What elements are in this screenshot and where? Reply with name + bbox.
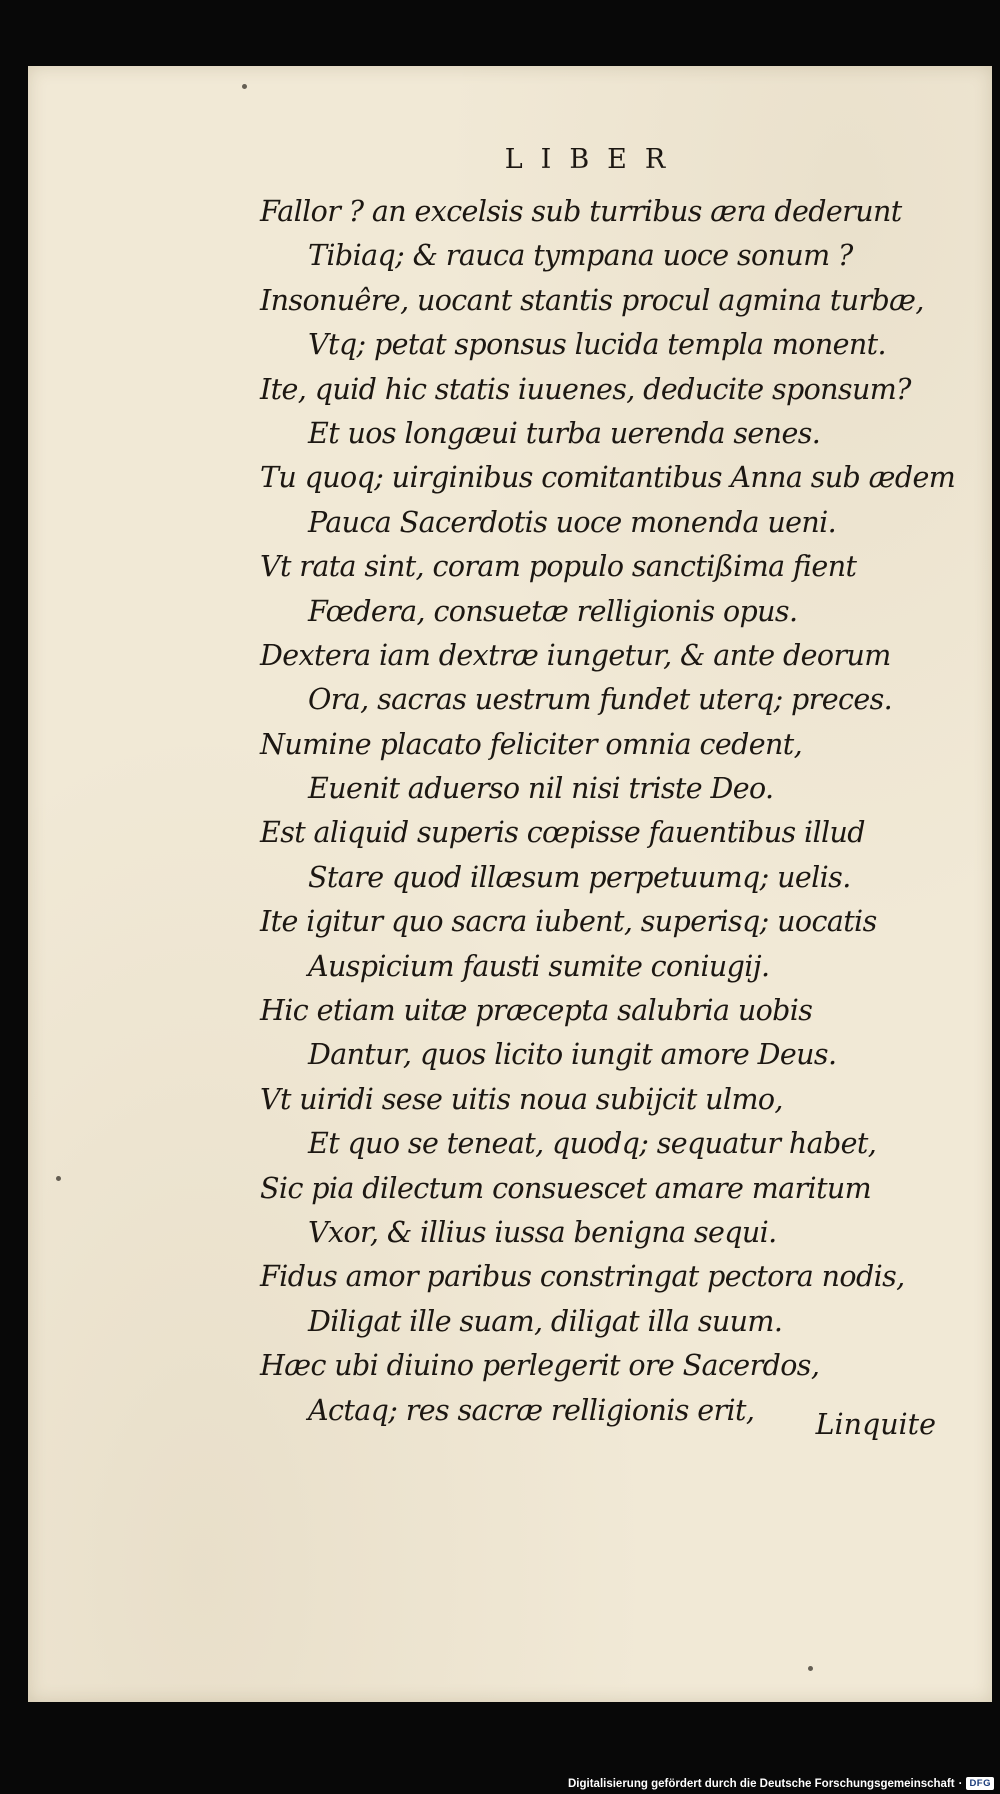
- verse-line: Dantur, quos licito iungit amore Deus.: [308, 1038, 837, 1072]
- ink-speck: [56, 1176, 61, 1181]
- verse-line: Vtq; petat sponsus lucida templa monent.: [308, 328, 886, 362]
- catchword: Linquite: [815, 1408, 936, 1441]
- verse-line: Pauca Sacerdotis uoce monenda ueni.: [308, 505, 837, 539]
- verse-line: Ora, sacras uestrum fundet uterq; preces.: [308, 683, 893, 717]
- verse-line: Tu quoq; uirginibus comitantibus Anna sub ædem: [260, 461, 956, 495]
- verse-line: Tibiaq; & rauca tympana uoce sonum ?: [308, 239, 853, 273]
- verse-line: Auspicium fausti sumite coniugij.: [308, 949, 770, 983]
- verse-line: Et uos longæui turba uerenda senes.: [308, 416, 821, 450]
- verse-line: Sic pia dilectum consuescet amare maritum: [260, 1171, 872, 1205]
- verse-line: Hæc ubi diuino perlegerit ore Sacerdos,: [260, 1349, 820, 1383]
- verse-line: Diligat ille suam, diligat illa suum.: [308, 1304, 783, 1338]
- credit-text: Digitalisierung gefördert durch die Deutsche Forschungsgemeinschaft: [568, 1777, 955, 1790]
- verse-line: Fidus amor paribus constringat pectora nodis,: [260, 1260, 905, 1294]
- verse-line: Actaq; res sacræ relligionis erit,: [308, 1393, 755, 1427]
- verse-line: Vt rata sint, coram populo sanctißima fient: [260, 550, 857, 584]
- ink-speck: [808, 1666, 813, 1671]
- verse-line: Vt uiridi sese uitis noua subijcit ulmo,: [260, 1082, 783, 1116]
- verse-line: Euenit aduerso nil nisi triste Deo.: [308, 772, 774, 806]
- verse-line: Est aliquid superis cœpisse fauentibus illud: [260, 816, 865, 850]
- verse-list: [260, 190, 960, 1433]
- verse-line: Fallor ? an excelsis sub turribus æra dederunt: [260, 195, 902, 228]
- running-head: LIBER: [504, 144, 684, 175]
- verse-line: Et quo se teneat, quodq; sequatur habet,: [308, 1127, 877, 1161]
- verse-line: Hic etiam uitæ præcepta salubria uobis: [260, 994, 813, 1028]
- verse-line: Numine placato feliciter omnia cedent,: [260, 727, 803, 761]
- verse-line: Dextera iam dextræ iungetur, & ante deorum: [260, 638, 891, 672]
- ink-speck: [242, 84, 247, 89]
- verse-line: Ite, quid hic statis iuuenes, deducite sponsum?: [260, 372, 911, 406]
- verse-line: Fœdera, consuetæ relligionis opus.: [308, 594, 798, 628]
- digitization-credit: Digitalisierung gefördert durch die Deutsche Forschungsgemeinschaft · DFG: [568, 1777, 994, 1790]
- verse-line: Insonuêre, uocant stantis procul agmina turbæ,: [260, 283, 924, 317]
- verse-line: Vxor, & illius iussa benigna sequi.: [308, 1215, 777, 1249]
- verse-line: Stare quod illæsum perpetuumq; uelis.: [308, 860, 851, 894]
- dfg-logo-icon: DFG: [966, 1777, 994, 1790]
- verse-line: Ite igitur quo sacra iubent, superisq; uocatis: [260, 905, 877, 939]
- book-page: [28, 66, 992, 1702]
